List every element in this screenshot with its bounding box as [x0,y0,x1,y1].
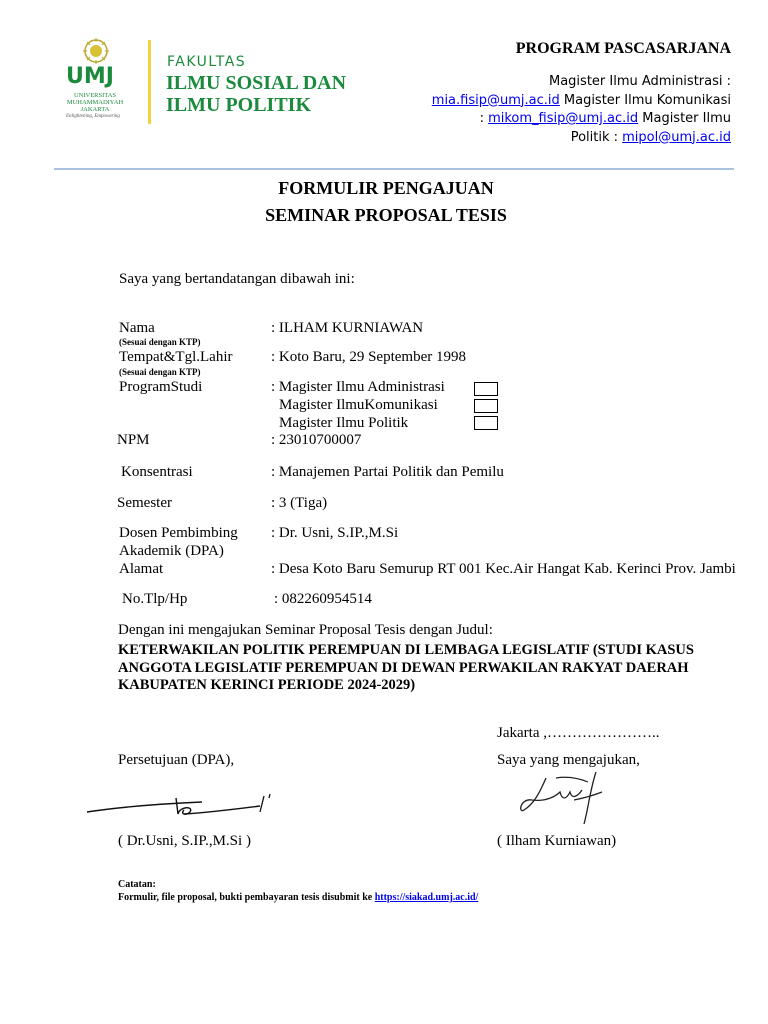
contact-line-3: : mikom_fisip@umj.ac.id Magister Ilmu [479,111,731,126]
npm-label: NPM [117,432,150,448]
npm-value: : 23010700007 [271,432,362,448]
konsentrasi-label: Konsentrasi [121,464,193,480]
logo-sub-3: JAKARTA [80,106,110,113]
nama-label: Nama [119,320,155,336]
ttl-note: (Sesuai dengan KTP) [119,367,201,377]
tlp-label: No.Tlp/Hp [122,591,188,607]
catatan-block [118,878,478,904]
ttl-value: : Koto Baru, 29 September 1998 [271,349,466,365]
prodi-option-komunikasi: Magister IlmuKomunikasi [279,397,438,413]
logo-tagline: Enlightening, Empowering [66,114,120,119]
header-divider [148,40,151,124]
form-title-line-2: SEMINAR PROPOSAL TESIS [265,205,507,225]
prodi-label: ProgramStudi [119,379,203,395]
contact-line-2: mia.fisip@umj.ac.id Magister Ilmu Komunikasi [431,92,731,108]
mikom-email-link[interactable]: mikom_fisip@umj.ac.id [488,111,639,126]
nama-note: (Sesuai dengan KTP) [119,337,201,347]
mia-email-link[interactable]: mia.fisip@umj.ac.id [431,92,560,108]
prodi-option-administrasi: : Magister Ilmu Administrasi [271,379,445,395]
intro-text: Saya yang bertandatangan dibawah ini: [119,271,355,287]
form-title-line-1: FORMULIR PENGAJUAN [278,178,494,198]
thesis-title: KETERWAKILAN POLITIK PEREMPUAN DI LEMBAGA LEGISLATIF (STUDI KASUS ANGGOTA LEGISLATIF PEREMPUAN DI DEWAN PERWAKILAN RAKYAT DAERAH KABUPATEN KERINCI PERIODE 2024-2029) [118,642,694,693]
alamat-label: Alamat [119,561,164,577]
dosen-label-2: Akademik (DPA) [119,543,224,559]
applicant-signature [516,770,606,828]
place-date: Jakarta ,………………….. [497,725,660,741]
semester-value: : 3 (Tiga) [271,495,328,511]
header-rule [54,168,734,170]
dpa-signature [84,788,284,820]
prodi-checkbox-administrasi[interactable] [474,382,498,396]
dosen-value: : Dr. Usni, S.IP.,M.Si [271,525,399,541]
dpa-name: ( Dr.Usni, S.IP.,M.Si ) [118,833,251,849]
catatan-line: Formulir, file proposal, bukti pembayaran tesis disubmit ke https://siakad.umj.ac.id/ [118,892,479,903]
semester-label: Semester [117,495,172,511]
prodi-checkbox-politik[interactable] [474,416,498,430]
nama-value: : ILHAM KURNIAWAN [271,320,424,336]
fakultas-label: FAKULTAS [167,54,247,70]
dosen-label-1: Dosen Pembimbing [119,525,238,541]
tlp-value: : 082260954514 [274,591,372,607]
ttl-label: Tempat&Tgl.Lahir [119,349,233,365]
logo-sub-2: MUHAMMADIYAH [66,99,124,106]
program-title: PROGRAM PASCASARJANA [515,40,731,57]
contact-line-1: Magister Ilmu Administrasi : [549,74,731,89]
prodi-option-politik: Magister Ilmu Politik [279,415,409,431]
fakultas-name [166,72,346,116]
approval-label: Persetujuan (DPA), [118,752,235,768]
logo-sub-1: UNIVERSITAS [73,92,117,99]
applicant-label: Saya yang mengajukan, [497,752,640,768]
prodi-checkbox-komunikasi[interactable] [474,399,498,413]
mipol-email-link[interactable]: mipol@umj.ac.id [622,129,731,145]
konsentrasi-value: : Manajemen Partai Politik dan Pemilu [271,464,504,480]
pengajuan-text: Dengan ini mengajukan Seminar Proposal Tesis dengan Judul: [118,622,493,638]
umj-logo [62,38,140,124]
alamat-value: : Desa Koto Baru Semurup RT 001 Kec.Air Hangat Kab. Kerinci Prov. Jambi [271,561,736,577]
fakultas-line-1: ILMU SOSIAL DAN [166,72,347,94]
applicant-name: ( Ilham Kurniawan) [497,833,617,849]
siakad-link[interactable]: https://siakad.umj.ac.id/ [374,892,479,903]
contact-line-4: Politik : mipol@umj.ac.id [570,129,731,145]
catatan-label: Catatan: [118,879,156,890]
fakultas-line-2: ILMU POLITIK [166,94,312,116]
contact-block [391,73,731,147]
logo-text: UMJ [66,64,114,89]
